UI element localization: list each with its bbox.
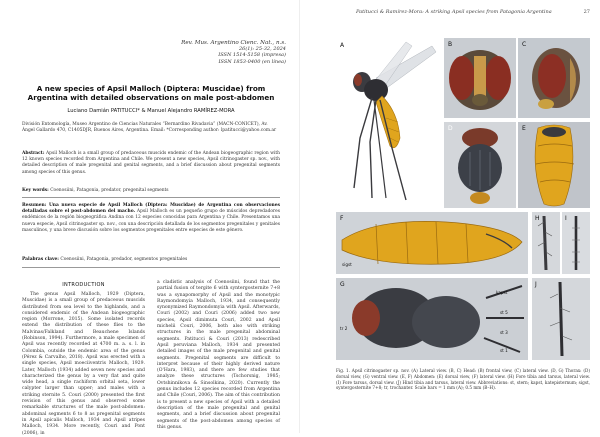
- palabras-clave: [22, 257, 280, 262]
- panel-label-f: F: [340, 215, 344, 222]
- intro-text-1: The genus Apsil Malloch, 1929 (Diptera, Muscidae) is a small group of predaceous muscids distributed from sea level to the highlands, and a considered endemic of the Andean biogeographic region (Morrone, 2015). Some isolated records extend the distribution of these flies to the Malvinas/Falkland and Beauchene Islands (Robinson, 1994). Furthermore, a male specimen of Apsil was recently recorded at 4700 m. a. s. l. in Colombia, outside the endemic area of the genus (Pérez & Carvalho, 2018). Apsil was erected with a single species, Apsil moeciiventris Malloch, 1929. Later, Malloch (1934) added seven new species and characterized the genus by a very flat and quite wide head, a single rachiform orbital seta, lower calypter larger than upper; and males with a striking sternite 5. Couri (2000) presented the first revision of this genus and observed some remarkable structures of the male post-abdomen: abdominal segments 6 to 8 as pregenital segments in Apsil apicalis Malloch, 1934 and Apsil atripes Malloch, 1934. More recently, Couri and Pont (2006), in: [22, 292, 145, 436]
- annotation-kapst: kapst: [496, 290, 508, 295]
- panel-label-j: J: [535, 281, 537, 288]
- annotation-st1: st 1: [500, 348, 508, 353]
- panel-f-abdomen-lateral: [336, 212, 528, 274]
- divider: [22, 267, 280, 268]
- journal-volume: 26(1): 25-32, 2024: [238, 46, 286, 53]
- affiliation: División Entomología, Museo Argentino de Ciencias Naturales “Bernardino Rivadavia” (MACN-CONICET), Av. Ángel Gallardo 470, C1405DJR, Buenos Aires, Argentina. Email: *Corresponding author: lpatitucci@yahoo.com.ar: [22, 122, 277, 133]
- intro-column-1: [22, 292, 145, 436]
- panel-label-h: H: [535, 215, 540, 222]
- panel-e-abdomen-dorsal: [518, 122, 590, 208]
- intro-heading: INTRODUCTION: [62, 282, 105, 288]
- issn-online: ISSN 1853-0400 (en línea): [218, 58, 286, 65]
- resumen: [22, 203, 280, 234]
- article-title: A new species of Apsil Malloch (Diptera: Muscidae) from Argentina with detailed observations on male post-abdomen: [27, 84, 275, 102]
- running-head: Patitucci & Ramírez-Mora: A striking Apsil species from Patagonia Argentina: [356, 9, 552, 15]
- left-page: [0, 0, 300, 436]
- panel-i-fore-tarsus: [562, 212, 590, 274]
- abstract-text: Apsil Malloch is a small group of predaceous muscids endemic of the Andean biogeographic region with 12 known species recorded from Argentina and Chile. We present a new species, Apsil citrinogaster sp. nov., with detailed description of male pregenital and genital segments, and a brief discussion about pregenital segments among species of this genus.: [22, 151, 280, 175]
- intro-column-2: [157, 280, 280, 430]
- panel-label-i: I: [565, 215, 567, 222]
- hind-tibia-image: [532, 278, 590, 360]
- keywords-text: Coenosiini, Patagonia, predator, pregenital segments: [50, 188, 169, 193]
- annotation-sigst: sigst: [342, 262, 352, 267]
- authors: Luciano Damián PATITUCCI* & Manuel Alejandro RAMÍREZ-MORA: [67, 108, 235, 114]
- panel-d-thorax-dorsal: [444, 122, 516, 208]
- figure-caption: Fig. 1. Apsil citrinogaster sp. nov. (A) Lateral view. (B, C) Head: (B) frontal view, (C) lateral view. (D, G) Thorax: (D) dorsal view, (G) ventral view. (E, F) Abdomen: (E) dorsal view, (F) lateral view. (H) Fore tibia and tarsus, lateral view. (I) Fore tarsus, dorsal view. (J) Hind tibia and tarsus, lateral view. Abbreviations: st, stern; kapst, katepisternum; sigst, syntergosternite 7+8; tr, trochanter. Scale bars = 1 mm (A); 0.5 mm (B–H).: [336, 368, 590, 391]
- panel-c-head-lateral: [518, 38, 590, 118]
- journal-info: [181, 40, 286, 65]
- panel-label-b: B: [448, 41, 453, 48]
- abdomen-dorsal-image: [518, 122, 590, 208]
- intro-text-2: a cladistic analysis of Coenosiini, found that the partial fusion of tergite 6 with syntergosternite 7+8 was a synapomorphy of Apsil and the monotypic Raymondomyia Malloch, 1934, and consequently synonymized Raymondomyia with Apsil. Afterwards, Couri (2002) and Couri (2006) added two new species, Apsil dimimuta Couri, 2002 and Apsil michelii Couri, 2006, both also with striking structures in the male pregenital abdominal segments. Patitucci & Couri (2013) redescribed Apsil peruviana Malloch, 1934 and presented detailed images of the male pregenital and genital segments. Pregenital segments are difficult to interpret because of their highly derived nature (O'Hara, 1983), and there are few studies that analyze these structures (Tschorsnig, 1985; Ovtshinnikova & Sinsolkina, 2020). Currently the genus includes 12 species recorded from Argentina and Chile (Couri, 2006). The aim of this contribution is to present a new species of Apsil with a detailed description of the male pregenital and genital segments, and a brief discussion about pregenital segments of the post-abdomen among species of this genus.: [157, 280, 280, 430]
- right-page: [300, 0, 600, 433]
- panel-label-e: E: [522, 125, 526, 132]
- fly-lateral-image: [336, 38, 440, 208]
- annotation-tr2: tr 2: [340, 326, 348, 331]
- panel-b-head-frontal: [444, 38, 516, 118]
- panel-label-g: G: [340, 281, 345, 288]
- issn-print: ISSN 1514-5158 (impresa): [218, 52, 286, 59]
- abstract-label: Abstract:: [22, 151, 45, 156]
- palabras-text: Coenosiini, Patagonia, predador, segmentos pregenitales: [60, 257, 188, 262]
- page-number: 27: [583, 9, 590, 15]
- annotation-st3: st 3: [500, 330, 508, 335]
- resumen-label: Resumen: Una nueva especie de Apsil Malloch (Diptera: Muscidae) de Argentina con observaciones detalladas sobre el post-abdomen del macho.: [22, 203, 280, 215]
- figure-plate: [336, 38, 590, 360]
- panel-g-thorax-ventral: [336, 278, 528, 360]
- divider: [22, 197, 280, 198]
- abstract: [22, 151, 280, 176]
- annotation-st5: st 5: [500, 310, 508, 315]
- head-lateral-image: [518, 38, 590, 118]
- resumen-text: Apsil Malloch es un pequeño grupo de múscidos depredadores endémicos de la región biogeográfica Andina con 12 especies conocidas para Argentina y Chile. Presentamos una nueva especie, Apsil citrinogaster sp. nov., con una descripción detallada de los segmentos pregenitales y genitales masculinos, y una breve discusión sobre los segmentos pregenitales entre especies de este género.: [22, 209, 280, 233]
- panel-a-whole-fly: [336, 38, 440, 208]
- panel-label-c: C: [522, 41, 527, 48]
- panel-label-d: D: [448, 125, 453, 132]
- thorax-dorsal-image: [444, 122, 516, 208]
- abdomen-lateral-image: [336, 212, 528, 274]
- panel-j-hind-tibia: [532, 278, 590, 360]
- keywords-label: Key words:: [22, 188, 49, 193]
- journal-name: Rev. Mus. Argentino Cienc. Nat., n.s.: [181, 40, 286, 46]
- keywords: [22, 188, 280, 193]
- panel-label-a: A: [340, 42, 345, 49]
- palabras-label: Palabras clave:: [22, 257, 59, 262]
- panel-h-fore-tibia: [532, 212, 560, 274]
- head-frontal-image: [444, 38, 516, 118]
